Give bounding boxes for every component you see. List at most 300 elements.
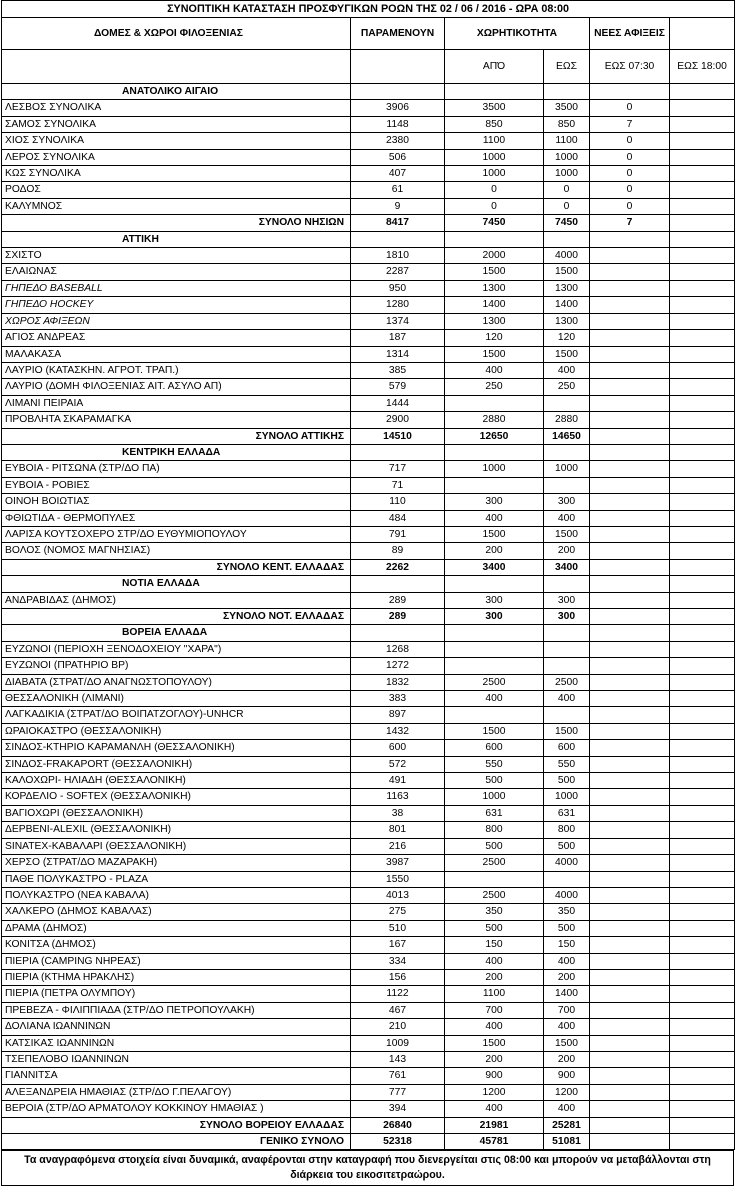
cell-remaining: 216 [351, 838, 445, 854]
header-capacity: ΧΩΡΗΤΙΚΟΤΗΤΑ [445, 18, 590, 50]
table-row [2, 871, 735, 887]
cell-to: 1400 [544, 297, 590, 313]
cell-from [445, 707, 544, 723]
empty-cell [544, 576, 590, 592]
facility-name: ΛΑΥΡΙΟ (ΔΟΜΗ ΦΙΛΟΞΕΝΙΑΣ ΑΙΤ. ΑΣΥΛΟ ΑΠ) [2, 379, 351, 395]
cell-until1800 [670, 658, 735, 674]
cell-until0730 [590, 526, 670, 542]
table-row [2, 330, 735, 346]
cell-until0730 [590, 658, 670, 674]
cell-from: 1000 [445, 789, 544, 805]
cell-from: 400 [445, 691, 544, 707]
empty-cell [445, 444, 544, 460]
table-row [2, 182, 735, 198]
facility-name: ΔΙΑΒΑΤΑ (ΣΤΡΑΤ/ΔΟ ΑΝΑΓΝΩΣΤΟΠΟΥΛΟΥ) [2, 674, 351, 690]
cell-to: 300 [544, 494, 590, 510]
table-row [2, 986, 735, 1002]
header-facilities: ΔΟΜΕΣ & ΧΩΡΟΙ ΦΙΛΟΞΕΝΙΑΣ [2, 18, 351, 50]
cell-until1800 [670, 215, 735, 231]
empty-cell [670, 625, 735, 641]
cell-to: 700 [544, 1002, 590, 1018]
cell-until1800 [670, 116, 735, 132]
refugee-flows-table [1, 0, 735, 1150]
cell-until0730: 0 [590, 166, 670, 182]
table-row [2, 543, 735, 559]
cell-until1800 [670, 1051, 735, 1067]
cell-until1800 [670, 280, 735, 296]
facility-name: ΦΘΙΩΤΙΔΑ - ΘΕΡΜΟΠΥΛΕΣ [2, 510, 351, 526]
table-row [2, 789, 735, 805]
table-row [2, 313, 735, 329]
facility-name: ΧΙΟΣ ΣΥΝΟΛΙΚΑ [2, 133, 351, 149]
cell-to: 1500 [544, 723, 590, 739]
cell-remaining: 506 [351, 149, 445, 165]
cell-until1800 [670, 100, 735, 116]
cell-remaining: 717 [351, 461, 445, 477]
cell-from: 400 [445, 510, 544, 526]
table-row [2, 1084, 735, 1100]
table-body [2, 1, 735, 1150]
facility-name: ΤΣΕΠΕΛΟΒΟ ΙΩΑΝΝΙΝΩΝ [2, 1051, 351, 1067]
cell-from: 200 [445, 969, 544, 985]
cell-until1800 [670, 330, 735, 346]
facility-name: ΛΑΡΙΣΑ ΚΟΥΤΣΟΧΕΡΟ ΣΤΡ/ΔΟ ΕΥΘΥΜΙΟΠΟΥΛΟΥ [2, 526, 351, 542]
footnote: Τα αναγραφόμενα στοιχεία είναι δυναμικά, αναφέρονται στην καταγραφή που διενεργείται στις 08:00 και μπορούν να μεταβάλλονται στη διάρκεια του εικοσιτετραώρου. [2, 1151, 734, 1186]
cell-until1800 [670, 986, 735, 1002]
cell-until1800 [670, 313, 735, 329]
cell-from: 0 [445, 182, 544, 198]
cell-until1800 [670, 789, 735, 805]
cell-until1800 [670, 1068, 735, 1084]
facility-name: ΛΕΣΒΟΣ ΣΥΝΟΛΙΚΑ [2, 100, 351, 116]
cell-until1800 [670, 428, 735, 444]
table-row [2, 969, 735, 985]
cell-until1800 [670, 248, 735, 264]
cell-until1800 [670, 198, 735, 214]
empty-cell [351, 625, 445, 641]
section-title: ΚΕΝΤΡΙΚΗ ΕΛΛΑΔΑ [2, 444, 351, 460]
facility-name: ΡΟΔΟΣ [2, 182, 351, 198]
cell-until0730 [590, 986, 670, 1002]
cell-to [544, 871, 590, 887]
cell-until0730 [590, 330, 670, 346]
footnote-row [2, 1151, 734, 1186]
facility-name: ΕΥΖΩΝΟΙ (ΠΡΑΤΗΡΙΟ ΒΡ) [2, 658, 351, 674]
cell-until0730 [590, 953, 670, 969]
cell-until0730: 0 [590, 133, 670, 149]
cell-until0730 [590, 1035, 670, 1051]
facility-name: ΣΧΙΣΤΟ [2, 248, 351, 264]
cell-until1800 [670, 182, 735, 198]
cell-remaining: 334 [351, 953, 445, 969]
subheader-blank-1 [2, 50, 351, 84]
cell-remaining: 2287 [351, 264, 445, 280]
facility-name: ΠΙΕΡΙΑ (ΠΕΤΡΑ ΟΛΥΜΠΟΥ) [2, 986, 351, 1002]
cell-until1800 [670, 887, 735, 903]
cell-until0730 [590, 1101, 670, 1117]
header-blank [670, 18, 735, 50]
cell-to: 7450 [544, 215, 590, 231]
cell-until0730 [590, 1068, 670, 1084]
cell-until1800 [670, 395, 735, 411]
cell-from: 1500 [445, 346, 544, 362]
cell-until0730 [590, 412, 670, 428]
empty-cell [670, 576, 735, 592]
cell-to [544, 641, 590, 657]
cell-remaining: 26840 [351, 1117, 445, 1133]
cell-until0730: 7 [590, 116, 670, 132]
empty-cell [670, 231, 735, 247]
cell-until0730 [590, 461, 670, 477]
cell-remaining: 1280 [351, 297, 445, 313]
table-row [2, 1035, 735, 1051]
empty-cell [445, 231, 544, 247]
cell-until1800 [670, 691, 735, 707]
table-row [2, 1101, 735, 1117]
cell-until0730 [590, 723, 670, 739]
total-label: ΣΥΝΟΛΟ ΒΟΡΕΙΟΥ ΕΛΛΑΔΑΣ [2, 1117, 351, 1133]
cell-from: 200 [445, 543, 544, 559]
cell-until0730 [590, 789, 670, 805]
cell-remaining: 1550 [351, 871, 445, 887]
cell-until0730 [590, 297, 670, 313]
table-row [2, 280, 735, 296]
cell-to [544, 658, 590, 674]
cell-remaining: 801 [351, 822, 445, 838]
facility-name: ΑΓΙΟΣ ΑΝΔΡΕΑΣ [2, 330, 351, 346]
cell-until1800 [670, 297, 735, 313]
cell-from: 3500 [445, 100, 544, 116]
table-row [2, 1051, 735, 1067]
subheader-blank-2 [351, 50, 445, 84]
section-row [2, 231, 735, 247]
cell-to: 1500 [544, 526, 590, 542]
facility-name: ΚΑΛΟΧΩΡΙ- ΗΛΙΑΔΗ (ΘΕΣΣΑΛΟΝΙΚΗ) [2, 773, 351, 789]
cell-until0730 [590, 248, 670, 264]
cell-from: 2500 [445, 855, 544, 871]
cell-to: 500 [544, 838, 590, 854]
cell-to: 600 [544, 740, 590, 756]
cell-until1800 [670, 1019, 735, 1035]
cell-from: 12650 [445, 428, 544, 444]
empty-cell [445, 576, 544, 592]
table-row [2, 805, 735, 821]
facility-name: ΑΝΔΡΑΒΙΔΑΣ (ΔΗΜΟΣ) [2, 592, 351, 608]
cell-to: 300 [544, 592, 590, 608]
cell-from: 600 [445, 740, 544, 756]
table-row [2, 100, 735, 116]
cell-until0730 [590, 346, 670, 362]
table-row [2, 658, 735, 674]
table-row [2, 346, 735, 362]
table-row [2, 166, 735, 182]
cell-from: 350 [445, 904, 544, 920]
cell-until0730 [590, 543, 670, 559]
cell-until1800 [670, 953, 735, 969]
cell-until1800 [670, 264, 735, 280]
cell-remaining: 491 [351, 773, 445, 789]
cell-remaining: 289 [351, 609, 445, 625]
cell-from: 700 [445, 1002, 544, 1018]
cell-to: 1500 [544, 1035, 590, 1051]
cell-remaining: 289 [351, 592, 445, 608]
cell-from: 1100 [445, 133, 544, 149]
facility-name: ΧΑΛΚΕΡΟ (ΔΗΜΟΣ ΚΑΒΑΛΑΣ) [2, 904, 351, 920]
cell-to: 200 [544, 1051, 590, 1067]
total-label: ΣΥΝΟΛΟ ΚΕΝΤ. ΕΛΛΑΔΑΣ [2, 559, 351, 575]
empty-cell [544, 625, 590, 641]
cell-until0730 [590, 1002, 670, 1018]
cell-until0730 [590, 969, 670, 985]
table-row [2, 362, 735, 378]
facility-name: ΛΙΜΑΝΙ ΠΕΙΡΑΙΑ [2, 395, 351, 411]
cell-until0730 [590, 559, 670, 575]
table-row [2, 887, 735, 903]
cell-to: 250 [544, 379, 590, 395]
facility-name: ΠΑΘΕ ΠΟΛΥΚΑΣΤΡΟ - PLAZA [2, 871, 351, 887]
cell-remaining: 52318 [351, 1134, 445, 1150]
empty-cell [351, 444, 445, 460]
total-row [2, 1117, 735, 1133]
table-row [2, 937, 735, 953]
cell-to: 400 [544, 362, 590, 378]
facility-name: ΔΡΑΜΑ (ΔΗΜΟΣ) [2, 920, 351, 936]
cell-to: 1000 [544, 166, 590, 182]
table-row [2, 297, 735, 313]
cell-until0730 [590, 691, 670, 707]
table-row [2, 1068, 735, 1084]
cell-remaining: 61 [351, 182, 445, 198]
cell-until0730 [590, 805, 670, 821]
cell-until0730 [590, 707, 670, 723]
cell-from: 3400 [445, 559, 544, 575]
empty-cell [590, 444, 670, 460]
facility-name: ΚΟΝΙΤΣΑ (ΔΗΜΟΣ) [2, 937, 351, 953]
cell-until0730 [590, 609, 670, 625]
cell-to: 550 [544, 756, 590, 772]
table-row [2, 756, 735, 772]
cell-remaining: 510 [351, 920, 445, 936]
empty-cell [544, 231, 590, 247]
cell-to: 1000 [544, 149, 590, 165]
table-row [2, 641, 735, 657]
table-row [2, 1019, 735, 1035]
cell-remaining: 600 [351, 740, 445, 756]
cell-from: 550 [445, 756, 544, 772]
cell-until1800 [670, 461, 735, 477]
table-row [2, 773, 735, 789]
cell-until0730 [590, 428, 670, 444]
facility-name: ΠΡΟΒΛΗΤΑ ΣΚΑΡΑΜΑΓΚΑ [2, 412, 351, 428]
cell-to: 400 [544, 1019, 590, 1035]
table-row [2, 149, 735, 165]
cell-from: 400 [445, 1019, 544, 1035]
cell-until1800 [670, 723, 735, 739]
cell-until0730 [590, 887, 670, 903]
facility-name: ΚΑΤΣΙΚΑΣ ΙΩΑΝΝΙΝΩΝ [2, 1035, 351, 1051]
table-row [2, 723, 735, 739]
cell-remaining: 1444 [351, 395, 445, 411]
table-row [2, 707, 735, 723]
facility-name: ΧΩΡΟΣ ΑΦΙΞΕΩΝ [2, 313, 351, 329]
cell-until0730 [590, 264, 670, 280]
cell-until0730 [590, 379, 670, 395]
cell-to: 350 [544, 904, 590, 920]
cell-remaining: 3987 [351, 855, 445, 871]
cell-remaining: 210 [351, 1019, 445, 1035]
cell-remaining: 1122 [351, 986, 445, 1002]
cell-from: 1300 [445, 280, 544, 296]
section-row [2, 444, 735, 460]
cell-from: 1000 [445, 149, 544, 165]
cell-until1800 [670, 510, 735, 526]
cell-to: 631 [544, 805, 590, 821]
cell-until0730: 0 [590, 149, 670, 165]
cell-until1800 [670, 379, 735, 395]
facility-name: ΣΙΝΔΟΣ-FRAKAPORT (ΘΕΣΣΑΛΟΝΙΚΗ) [2, 756, 351, 772]
facility-name: ΓΗΠΕΔΟ HOCKEY [2, 297, 351, 313]
facility-name: ΠΙΕΡΙΑ (ΚΤΗΜΑ ΗΡΑΚΛΗΣ) [2, 969, 351, 985]
cell-until0730 [590, 822, 670, 838]
cell-to: 300 [544, 609, 590, 625]
facility-name: ΣΙΝΔΟΣ-ΚΤΗΡΙΟ ΚΑΡΑΜΑΝΛΗ (ΘΕΣΣΑΛΟΝΙΚΗ) [2, 740, 351, 756]
cell-from: 250 [445, 379, 544, 395]
facility-name: SINATEX-ΚΑΒΑΛΑΡΙ (ΘΕΣΣΑΛΟΝΙΚΗ) [2, 838, 351, 854]
header-row [2, 18, 735, 50]
facility-name: ΕΥΖΩΝΟΙ (ΠΕΡΙΟΧΗ ΞΕΝΟΔΟΧΕΙΟΥ "ΧΑΡΑ") [2, 641, 351, 657]
facility-name: ΛΑΓΚΑΔΙΚΙΑ (ΣΤΡΑΤ/ΔΟ ΒΟΙΠΑΤΖΟΓΛΟΥ)-UNHCR [2, 707, 351, 723]
cell-to: 4000 [544, 248, 590, 264]
cell-remaining: 143 [351, 1051, 445, 1067]
cell-until1800 [670, 1134, 735, 1150]
cell-until1800 [670, 937, 735, 953]
cell-remaining: 1374 [351, 313, 445, 329]
cell-remaining: 1163 [351, 789, 445, 805]
facility-name: ΚΩΣ ΣΥΝΟΛΙΚΑ [2, 166, 351, 182]
cell-remaining: 1268 [351, 641, 445, 657]
section-row [2, 576, 735, 592]
cell-until1800 [670, 166, 735, 182]
facility-name: ΠΡΕΒΕΖΑ - ΦΙΛΙΠΠΙΑΔΑ (ΣΤΡ/ΔΟ ΠΕΤΡΟΠΟΥΛΑΚΗ) [2, 1002, 351, 1018]
cell-until0730 [590, 756, 670, 772]
cell-from: 900 [445, 1068, 544, 1084]
table-row [2, 477, 735, 493]
cell-until1800 [670, 149, 735, 165]
empty-cell [590, 576, 670, 592]
cell-remaining: 394 [351, 1101, 445, 1117]
empty-cell [351, 231, 445, 247]
facility-name: ΑΛΕΞΑΝΔΡΕΙΑ ΗΜΑΘΙΑΣ (ΣΤΡ/ΔΟ Γ.ΠΕΛΑΓΟΥ) [2, 1084, 351, 1100]
cell-to: 1000 [544, 461, 590, 477]
cell-until1800 [670, 1002, 735, 1018]
cell-from: 1000 [445, 461, 544, 477]
cell-to [544, 477, 590, 493]
cell-to: 200 [544, 969, 590, 985]
cell-remaining: 791 [351, 526, 445, 542]
cell-until0730 [590, 871, 670, 887]
section-title: ΑΝΑΤΟΛΙΚΟ ΑΙΓΑΙΟ [2, 84, 351, 100]
cell-to: 1300 [544, 280, 590, 296]
cell-to: 51081 [544, 1134, 590, 1150]
cell-until1800 [670, 609, 735, 625]
facility-name: ΔΟΛΙΑΝΑ ΙΩΑΝΝΙΝΩΝ [2, 1019, 351, 1035]
cell-from: 1200 [445, 1084, 544, 1100]
cell-until1800 [670, 805, 735, 821]
cell-until0730 [590, 674, 670, 690]
cell-remaining: 2900 [351, 412, 445, 428]
subheader-row [2, 50, 735, 84]
total-row [2, 1134, 735, 1150]
cell-from: 2000 [445, 248, 544, 264]
cell-remaining: 1272 [351, 658, 445, 674]
cell-remaining: 2262 [351, 559, 445, 575]
cell-from: 2880 [445, 412, 544, 428]
cell-from: 7450 [445, 215, 544, 231]
facility-name: ΠΟΛΥΚΑΣΤΡΟ (ΝΕΑ ΚΑΒΑΛΑ) [2, 887, 351, 903]
cell-until1800 [670, 362, 735, 378]
cell-from: 2500 [445, 887, 544, 903]
cell-until1800 [670, 707, 735, 723]
total-row [2, 559, 735, 575]
cell-from: 150 [445, 937, 544, 953]
cell-until0730 [590, 1084, 670, 1100]
cell-until0730 [590, 395, 670, 411]
cell-remaining: 8417 [351, 215, 445, 231]
total-label: ΣΥΝΟΛΟ ΑΤΤΙΚΗΣ [2, 428, 351, 444]
table-row [2, 822, 735, 838]
cell-until1800 [670, 346, 735, 362]
cell-remaining: 9 [351, 198, 445, 214]
table-row [2, 953, 735, 969]
cell-from: 400 [445, 362, 544, 378]
cell-until0730 [590, 920, 670, 936]
empty-cell [590, 84, 670, 100]
cell-until1800 [670, 871, 735, 887]
section-title: ΒΟΡΕΙΑ ΕΛΛΑΔΑ [2, 625, 351, 641]
cell-until0730 [590, 592, 670, 608]
cell-from: 300 [445, 592, 544, 608]
table-row [2, 198, 735, 214]
cell-from: 300 [445, 494, 544, 510]
cell-until1800 [670, 559, 735, 575]
cell-to: 120 [544, 330, 590, 346]
cell-remaining: 897 [351, 707, 445, 723]
facility-name: ΘΕΣΣΑΛΟΝΙΚΗ (ΛΙΜΑΝΙ) [2, 691, 351, 707]
section-title: ΝΟΤΙΑ ΕΛΛΑΔΑ [2, 576, 351, 592]
cell-from: 500 [445, 838, 544, 854]
cell-until0730 [590, 740, 670, 756]
facility-name: ΒΑΓΙΟΧΩΡΙ (ΘΕΣΣΑΛΟΝΙΚΗ) [2, 805, 351, 821]
cell-to: 1400 [544, 986, 590, 1002]
cell-remaining: 1009 [351, 1035, 445, 1051]
subheader-from: ΑΠΌ [445, 50, 544, 84]
cell-to: 1000 [544, 789, 590, 805]
facility-name: ΚΑΛΥΜΝΟΣ [2, 198, 351, 214]
table-row [2, 379, 735, 395]
cell-until0730 [590, 1019, 670, 1035]
cell-until1800 [670, 773, 735, 789]
cell-to: 500 [544, 920, 590, 936]
cell-from: 1500 [445, 264, 544, 280]
facility-name: ΚΟΡΔΕΛΙΟ - SOFTEX (ΘΕΣΣΑΛΟΝΙΚΗ) [2, 789, 351, 805]
cell-until1800 [670, 740, 735, 756]
cell-until0730 [590, 855, 670, 871]
cell-to: 2500 [544, 674, 590, 690]
facility-name: ΠΙΕΡΙΑ (CAMPING ΝΗΡΕΑΣ) [2, 953, 351, 969]
cell-from [445, 871, 544, 887]
empty-cell [670, 84, 735, 100]
cell-remaining: 579 [351, 379, 445, 395]
